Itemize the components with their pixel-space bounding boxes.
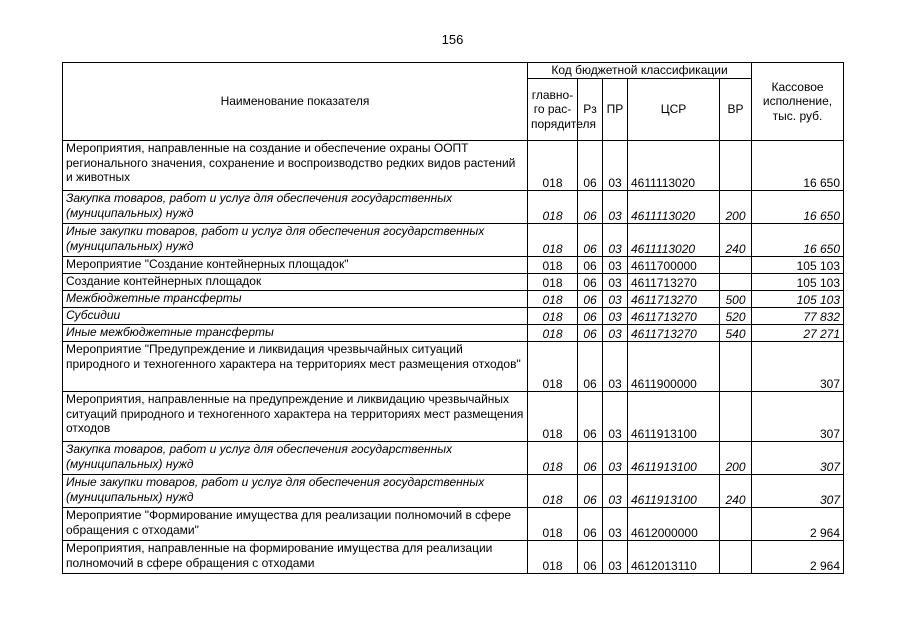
budget-execution-table — [62, 62, 844, 574]
row-name: Закупка товаров, работ и услуг для обеспечения государственных (муниципальных) нужд — [63, 442, 528, 475]
row-amount: 307 — [752, 442, 844, 475]
table-row — [63, 392, 844, 442]
header-amount: Кассовое исполнение, тыс. руб. — [752, 63, 844, 141]
row-rz: 06 — [578, 475, 603, 508]
row-csr: 4611713270 — [628, 325, 720, 342]
row-rz: 06 — [578, 291, 603, 308]
row-name: Иные закупки товаров, работ и услуг для обеспечения государственных (муниципальных) нужд — [63, 475, 528, 508]
row-rz: 06 — [578, 191, 603, 224]
row-rz: 06 — [578, 141, 603, 191]
table-row — [63, 141, 844, 191]
row-csr: 4611700000 — [628, 257, 720, 274]
header-pr: ПР — [603, 79, 628, 141]
table-row — [63, 325, 844, 342]
table-row — [63, 541, 844, 574]
row-csr: 4611900000 — [628, 342, 720, 392]
row-name: Мероприятия, направленные на формирование имущества для реализации полномочий в сфере обращения с отходами — [63, 541, 528, 574]
row-pr: 03 — [603, 224, 628, 257]
row-pr: 03 — [603, 442, 628, 475]
row-csr: 4611713270 — [628, 274, 720, 291]
row-rz: 06 — [578, 308, 603, 325]
header-rz: Рз — [578, 79, 603, 141]
row-vr — [720, 541, 752, 574]
row-amount: 2 964 — [752, 541, 844, 574]
row-vr — [720, 257, 752, 274]
header-grbs: главно-го рас-порядителя — [528, 79, 578, 141]
row-grbs: 018 — [528, 257, 578, 274]
row-name: Мероприятие "Формирование имущества для реализации полномочий в сфере обращения с отходами" — [63, 508, 528, 541]
row-pr: 03 — [603, 191, 628, 224]
row-amount: 2 964 — [752, 508, 844, 541]
row-vr — [720, 141, 752, 191]
table-row — [63, 291, 844, 308]
row-grbs: 018 — [528, 342, 578, 392]
row-amount: 307 — [752, 342, 844, 392]
table-row — [63, 274, 844, 291]
row-amount: 105 103 — [752, 274, 844, 291]
row-vr: 200 — [720, 191, 752, 224]
row-name: Создание контейнерных площадок — [63, 274, 528, 291]
row-grbs: 018 — [528, 475, 578, 508]
row-amount: 105 103 — [752, 257, 844, 274]
row-grbs: 018 — [528, 442, 578, 475]
row-amount: 16 650 — [752, 191, 844, 224]
table-row — [63, 191, 844, 224]
row-rz: 06 — [578, 257, 603, 274]
row-vr: 520 — [720, 308, 752, 325]
row-rz: 06 — [578, 508, 603, 541]
row-vr — [720, 392, 752, 442]
row-pr: 03 — [603, 325, 628, 342]
table-row — [63, 475, 844, 508]
header-name: Наименование показателя — [63, 63, 528, 141]
row-pr: 03 — [603, 274, 628, 291]
row-csr: 4611913100 — [628, 475, 720, 508]
row-grbs: 018 — [528, 274, 578, 291]
row-rz: 06 — [578, 442, 603, 475]
row-csr: 4611113020 — [628, 224, 720, 257]
row-vr — [720, 274, 752, 291]
row-rz: 06 — [578, 342, 603, 392]
row-csr: 4611113020 — [628, 191, 720, 224]
row-amount: 307 — [752, 475, 844, 508]
row-grbs: 018 — [528, 325, 578, 342]
row-rz: 06 — [578, 325, 603, 342]
row-pr: 03 — [603, 257, 628, 274]
row-grbs: 018 — [528, 141, 578, 191]
row-amount: 77 832 — [752, 308, 844, 325]
row-pr: 03 — [603, 308, 628, 325]
row-pr: 03 — [603, 508, 628, 541]
row-vr: 240 — [720, 224, 752, 257]
row-amount: 105 103 — [752, 291, 844, 308]
row-name: Иные межбюджетные трансферты — [63, 325, 528, 342]
row-grbs: 018 — [528, 541, 578, 574]
row-rz: 06 — [578, 392, 603, 442]
row-vr: 540 — [720, 325, 752, 342]
row-pr: 03 — [603, 475, 628, 508]
row-grbs: 018 — [528, 224, 578, 257]
row-amount: 16 650 — [752, 224, 844, 257]
row-pr: 03 — [603, 291, 628, 308]
table-row — [63, 257, 844, 274]
row-grbs: 018 — [528, 508, 578, 541]
row-name: Мероприятия, направленные на предупреждение и ликвидацию чрезвычайных ситуаций природного и техногенного характера на территориях мест размещения отходов — [63, 392, 528, 442]
row-name: Закупка товаров, работ и услуг для обеспечения государственных (муниципальных) нужд — [63, 191, 528, 224]
row-csr: 4611113020 — [628, 141, 720, 191]
row-grbs: 018 — [528, 291, 578, 308]
row-name: Субсидии — [63, 308, 528, 325]
row-pr: 03 — [603, 541, 628, 574]
row-pr: 03 — [603, 392, 628, 442]
row-amount: 27 271 — [752, 325, 844, 342]
row-amount: 16 650 — [752, 141, 844, 191]
row-pr: 03 — [603, 141, 628, 191]
row-csr: 4612000000 — [628, 508, 720, 541]
row-vr: 500 — [720, 291, 752, 308]
row-name: Мероприятие "Предупреждение и ликвидация чрезвычайных ситуаций природного и техногенного характера на территориях мест размещения отходов" — [63, 342, 528, 392]
row-name: Мероприятие "Создание контейнерных площадок" — [63, 257, 528, 274]
row-vr — [720, 508, 752, 541]
page-number: 156 — [441, 32, 464, 47]
row-name: Межбюджетные трансферты — [63, 291, 528, 308]
row-rz: 06 — [578, 274, 603, 291]
row-grbs: 018 — [528, 191, 578, 224]
row-csr: 4611913100 — [628, 442, 720, 475]
header-csr: ЦСР — [628, 79, 720, 141]
header-vr: ВР — [720, 79, 752, 141]
row-csr: 4611913100 — [628, 392, 720, 442]
row-name: Мероприятия, направленные на создание и обеспечение охраны ООПТ регионального значения, сохранение и воспроизводство редких видов растений и животных — [63, 141, 528, 191]
row-csr: 4611713270 — [628, 308, 720, 325]
row-name: Иные закупки товаров, работ и услуг для обеспечения государственных (муниципальных) нужд — [63, 224, 528, 257]
row-vr: 200 — [720, 442, 752, 475]
table-body — [63, 141, 844, 574]
row-grbs: 018 — [528, 308, 578, 325]
row-csr: 4612013110 — [628, 541, 720, 574]
row-vr — [720, 342, 752, 392]
table-row — [63, 442, 844, 475]
table-row — [63, 508, 844, 541]
table-row — [63, 308, 844, 325]
row-rz: 06 — [578, 541, 603, 574]
table-row — [63, 224, 844, 257]
row-amount: 307 — [752, 392, 844, 442]
row-csr: 4611713270 — [628, 291, 720, 308]
row-vr: 240 — [720, 475, 752, 508]
table-row — [63, 342, 844, 392]
row-grbs: 018 — [528, 392, 578, 442]
row-rz: 06 — [578, 224, 603, 257]
row-pr: 03 — [603, 342, 628, 392]
header-code-group: Код бюджетной классификации — [528, 63, 752, 79]
